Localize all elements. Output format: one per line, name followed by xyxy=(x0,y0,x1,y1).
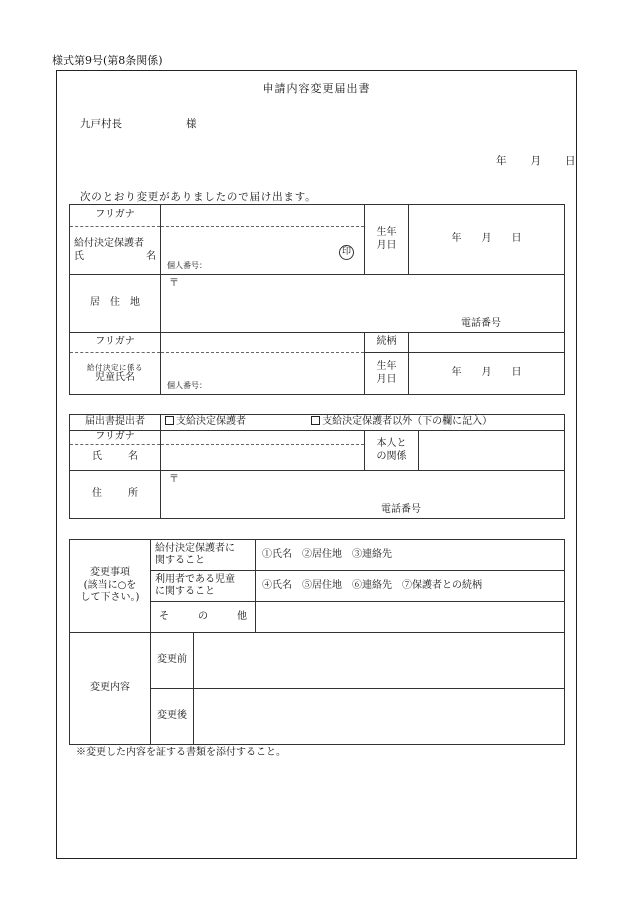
guardian-furigana-field[interactable] xyxy=(161,205,365,227)
guardian-dob-label-1: 生年 xyxy=(376,227,397,238)
submitter-name-label xyxy=(70,445,161,471)
child-category-label xyxy=(151,571,256,602)
child-name-field[interactable] xyxy=(161,353,365,395)
submitter-furigana-field[interactable] xyxy=(161,431,365,445)
submitter-furigana-label: フリガナ xyxy=(70,431,161,445)
change-content-label: 変更内容 xyxy=(70,633,151,745)
submission-date xyxy=(496,153,576,168)
submitter-address-label-a: 住 xyxy=(92,488,102,500)
child-category-label-1: 利用者である児童 xyxy=(155,573,235,585)
child-category-label-2: に関すること xyxy=(155,586,215,597)
submitter-options xyxy=(161,415,565,431)
submitter-postal-mark: 〒 xyxy=(169,474,179,485)
guardian-name-field[interactable] xyxy=(161,227,365,275)
guardian-category-label xyxy=(151,540,256,571)
changes-table xyxy=(69,539,565,745)
change-items-label-3: して下さい。) xyxy=(80,592,140,604)
residence-label: 居 住 地 xyxy=(70,275,161,333)
guardian-name-label-given: 名 xyxy=(146,250,156,262)
change-items-label-1: 変更事項 xyxy=(90,567,130,579)
submitter-name-field[interactable] xyxy=(161,445,365,471)
guardian-name-label-surname: 氏 xyxy=(74,250,84,262)
after-field[interactable] xyxy=(194,689,565,745)
child-dob-field[interactable] xyxy=(409,353,565,395)
guardian-dob-month: 月 xyxy=(481,233,492,245)
child-dob-label-1: 生年 xyxy=(376,361,397,372)
child-dob-year: 年 xyxy=(451,367,462,379)
checkbox-icon[interactable] xyxy=(311,416,320,425)
child-dob-day: 日 xyxy=(511,367,522,379)
child-individual-number-label: 個人番号： xyxy=(167,381,207,390)
other-category-label xyxy=(151,602,256,633)
other-category-label-c: 他 xyxy=(237,610,247,622)
before-field[interactable] xyxy=(194,633,565,689)
guardian-name-label-1: 給付決定保護者 xyxy=(74,238,144,249)
applicant-table xyxy=(69,204,565,395)
child-name-label-1: 給付決定に係る xyxy=(87,362,143,372)
child-change-options[interactable]: ④氏名 ⑤居住地 ⑥連絡先 ⑦保護者との続柄 xyxy=(256,571,565,602)
child-furigana-label: フリガナ xyxy=(70,333,161,353)
child-name-label-2: 児童氏名 xyxy=(95,371,135,383)
document-title: 申請内容変更届出書 xyxy=(262,82,371,95)
submitter-option-guardian-label: 支給決定保護者 xyxy=(176,416,246,428)
residence-phone-label: 電話番号 xyxy=(461,317,501,329)
child-dob-label xyxy=(365,353,409,395)
guardian-dob-label xyxy=(365,205,409,275)
other-change-field[interactable] xyxy=(256,602,565,633)
guardian-category-label-2: 関すること xyxy=(155,555,205,566)
submitter-phone-label: 電話番号 xyxy=(381,503,421,515)
guardian-category-label-1: 給付決定保護者に xyxy=(155,542,235,554)
guardian-dob-year: 年 xyxy=(451,233,462,245)
guardian-dob-field[interactable] xyxy=(409,205,565,275)
date-month-label: 月 xyxy=(530,155,541,167)
guardian-individual-number-label: 個人番号： xyxy=(167,261,207,270)
before-label: 変更前 xyxy=(151,633,194,689)
submitter-address-field[interactable] xyxy=(161,471,565,519)
child-relationship-label: 続柄 xyxy=(365,333,409,353)
attachment-note: ※変更した内容を証する書類を添付すること。 xyxy=(76,747,286,758)
submitter-option-other-label: 支給決定保護者以外（下の欄に記入） xyxy=(322,416,493,428)
intro-text: 次のとおり変更がありましたので届け出ます。 xyxy=(80,191,317,203)
other-category-label-b: の xyxy=(198,610,208,622)
submitter-relation-label-2: の関係 xyxy=(376,450,407,462)
child-dob-month: 月 xyxy=(481,367,492,379)
child-name-label xyxy=(70,353,161,395)
date-day-label: 日 xyxy=(565,155,576,167)
seal-mark: 印 xyxy=(339,245,354,260)
submitter-relation-label-1: 本人と xyxy=(376,438,407,449)
honorific: 様 xyxy=(186,118,197,130)
after-label: 変更後 xyxy=(151,689,194,745)
guardian-name-label xyxy=(70,227,161,275)
residence-field[interactable] xyxy=(161,275,565,333)
submitter-relation-label xyxy=(365,431,419,471)
submitter-relation-field[interactable] xyxy=(419,431,565,471)
submitter-label: 届出書提出者 xyxy=(70,415,161,431)
submitter-name-label-given: 名 xyxy=(128,451,138,463)
guardian-change-options[interactable]: ①氏名 ②居住地 ③連絡先 xyxy=(256,540,565,571)
submitter-address-label-b: 所 xyxy=(128,488,138,500)
submitter-option-other[interactable] xyxy=(311,416,492,427)
child-furigana-field[interactable] xyxy=(161,333,365,353)
residence-postal-mark: 〒 xyxy=(169,278,179,289)
change-items-label xyxy=(70,540,151,633)
checkbox-icon[interactable] xyxy=(165,416,174,425)
submitter-table xyxy=(69,414,565,519)
change-items-label-2: (該当に○を xyxy=(83,579,137,591)
guardian-dob-day: 日 xyxy=(511,233,522,245)
child-relationship-field[interactable] xyxy=(409,333,565,353)
date-year-label: 年 xyxy=(496,155,507,167)
guardian-dob-label-2: 月日 xyxy=(376,239,397,251)
other-category-label-a: そ xyxy=(159,610,169,622)
child-dob-label-2: 月日 xyxy=(376,373,397,385)
submitter-address-label xyxy=(70,471,161,519)
guardian-furigana-label: フリガナ xyxy=(70,205,161,227)
addressee: 九戸村長 xyxy=(80,118,122,130)
submitter-option-guardian[interactable] xyxy=(165,416,246,427)
submitter-name-label-surname: 氏 xyxy=(92,451,102,463)
form-number: 様式第9号(第8条関係) xyxy=(52,54,163,67)
